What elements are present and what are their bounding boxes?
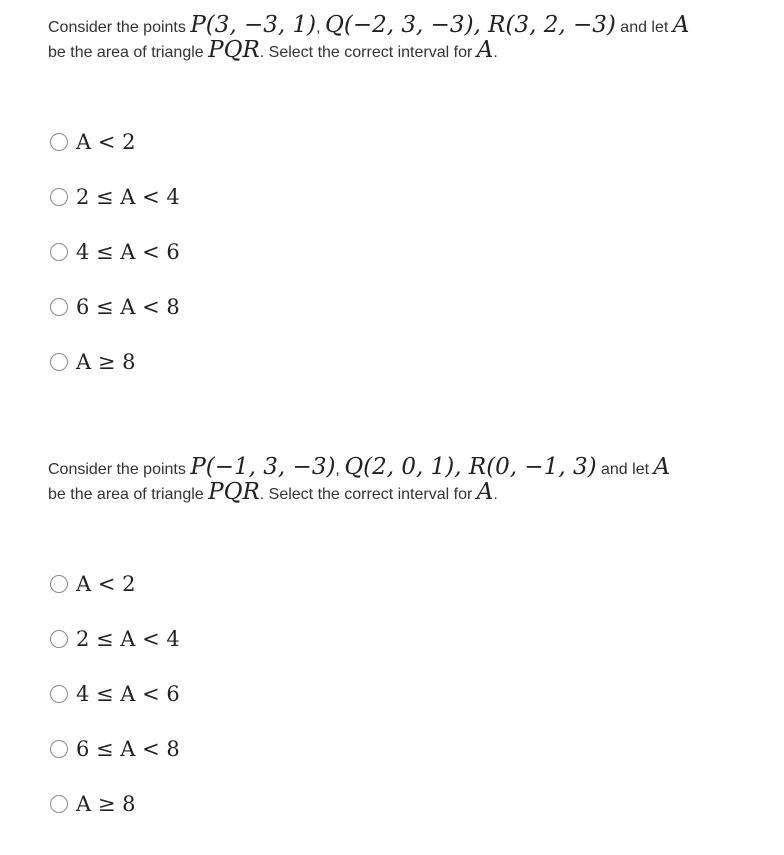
radio-button[interactable] (50, 298, 68, 316)
option-label: 4 ≤ A < 6 (76, 240, 180, 264)
variable-a: A (653, 454, 671, 480)
option-label: A ≥ 8 (76, 350, 136, 374)
question-2-prompt (48, 456, 748, 506)
option-1[interactable] (50, 572, 180, 627)
point-p: P(3, −3, 1) (190, 12, 317, 38)
prompt-text: and let (596, 461, 654, 478)
prompt-text: be the area of triangle (48, 486, 209, 503)
option-label: 2 ≤ A < 4 (76, 627, 180, 651)
option-1[interactable] (50, 130, 180, 185)
option-3[interactable] (50, 682, 180, 737)
radio-button[interactable] (50, 685, 68, 703)
option-3[interactable] (50, 240, 180, 295)
points-q-r: Q(2, 0, 1), R(0, −1, 3) (344, 454, 597, 480)
prompt-text: be the area of triangle (48, 44, 209, 61)
points-q-r: Q(−2, 3, −3), R(3, 2, −3) (325, 12, 616, 38)
prompt-text: . (493, 486, 498, 503)
option-label: 2 ≤ A < 4 (76, 185, 180, 209)
variable-a: A (476, 37, 494, 63)
radio-button[interactable] (50, 353, 68, 371)
question-1 (48, 12, 748, 374)
radio-button[interactable] (50, 795, 68, 813)
option-2[interactable] (50, 185, 180, 240)
option-label: 4 ≤ A < 6 (76, 682, 180, 706)
option-2[interactable] (50, 627, 180, 682)
radio-button[interactable] (50, 243, 68, 261)
option-label: 6 ≤ A < 8 (76, 295, 180, 319)
question-1-options (50, 130, 180, 405)
radio-button[interactable] (50, 188, 68, 206)
radio-button[interactable] (50, 575, 68, 593)
radio-button[interactable] (50, 630, 68, 648)
option-label: A ≥ 8 (76, 792, 136, 816)
prompt-separator: , (335, 461, 345, 478)
option-label: A < 2 (76, 130, 136, 154)
variable-a: A (672, 12, 690, 38)
triangle-pqr: PQR (208, 479, 260, 505)
prompt-text: Consider the points (48, 19, 191, 36)
question-2 (48, 454, 748, 816)
prompt-separator: , (316, 19, 326, 36)
option-4[interactable] (50, 737, 180, 792)
triangle-pqr: PQR (208, 37, 260, 63)
question-1-prompt (48, 14, 748, 64)
radio-button[interactable] (50, 133, 68, 151)
prompt-text: . Select the correct interval for (259, 44, 477, 61)
option-5[interactable] (50, 792, 180, 847)
question-2-options (50, 572, 180, 847)
prompt-text: . (493, 44, 498, 61)
variable-a: A (476, 479, 494, 505)
prompt-text: . Select the correct interval for (259, 486, 477, 503)
option-4[interactable] (50, 295, 180, 350)
radio-button[interactable] (50, 740, 68, 758)
point-p: P(−1, 3, −3) (190, 454, 336, 480)
option-5[interactable] (50, 350, 180, 405)
prompt-text: Consider the points (48, 461, 191, 478)
prompt-text: and let (615, 19, 673, 36)
option-label: A < 2 (76, 572, 136, 596)
option-label: 6 ≤ A < 8 (76, 737, 180, 761)
